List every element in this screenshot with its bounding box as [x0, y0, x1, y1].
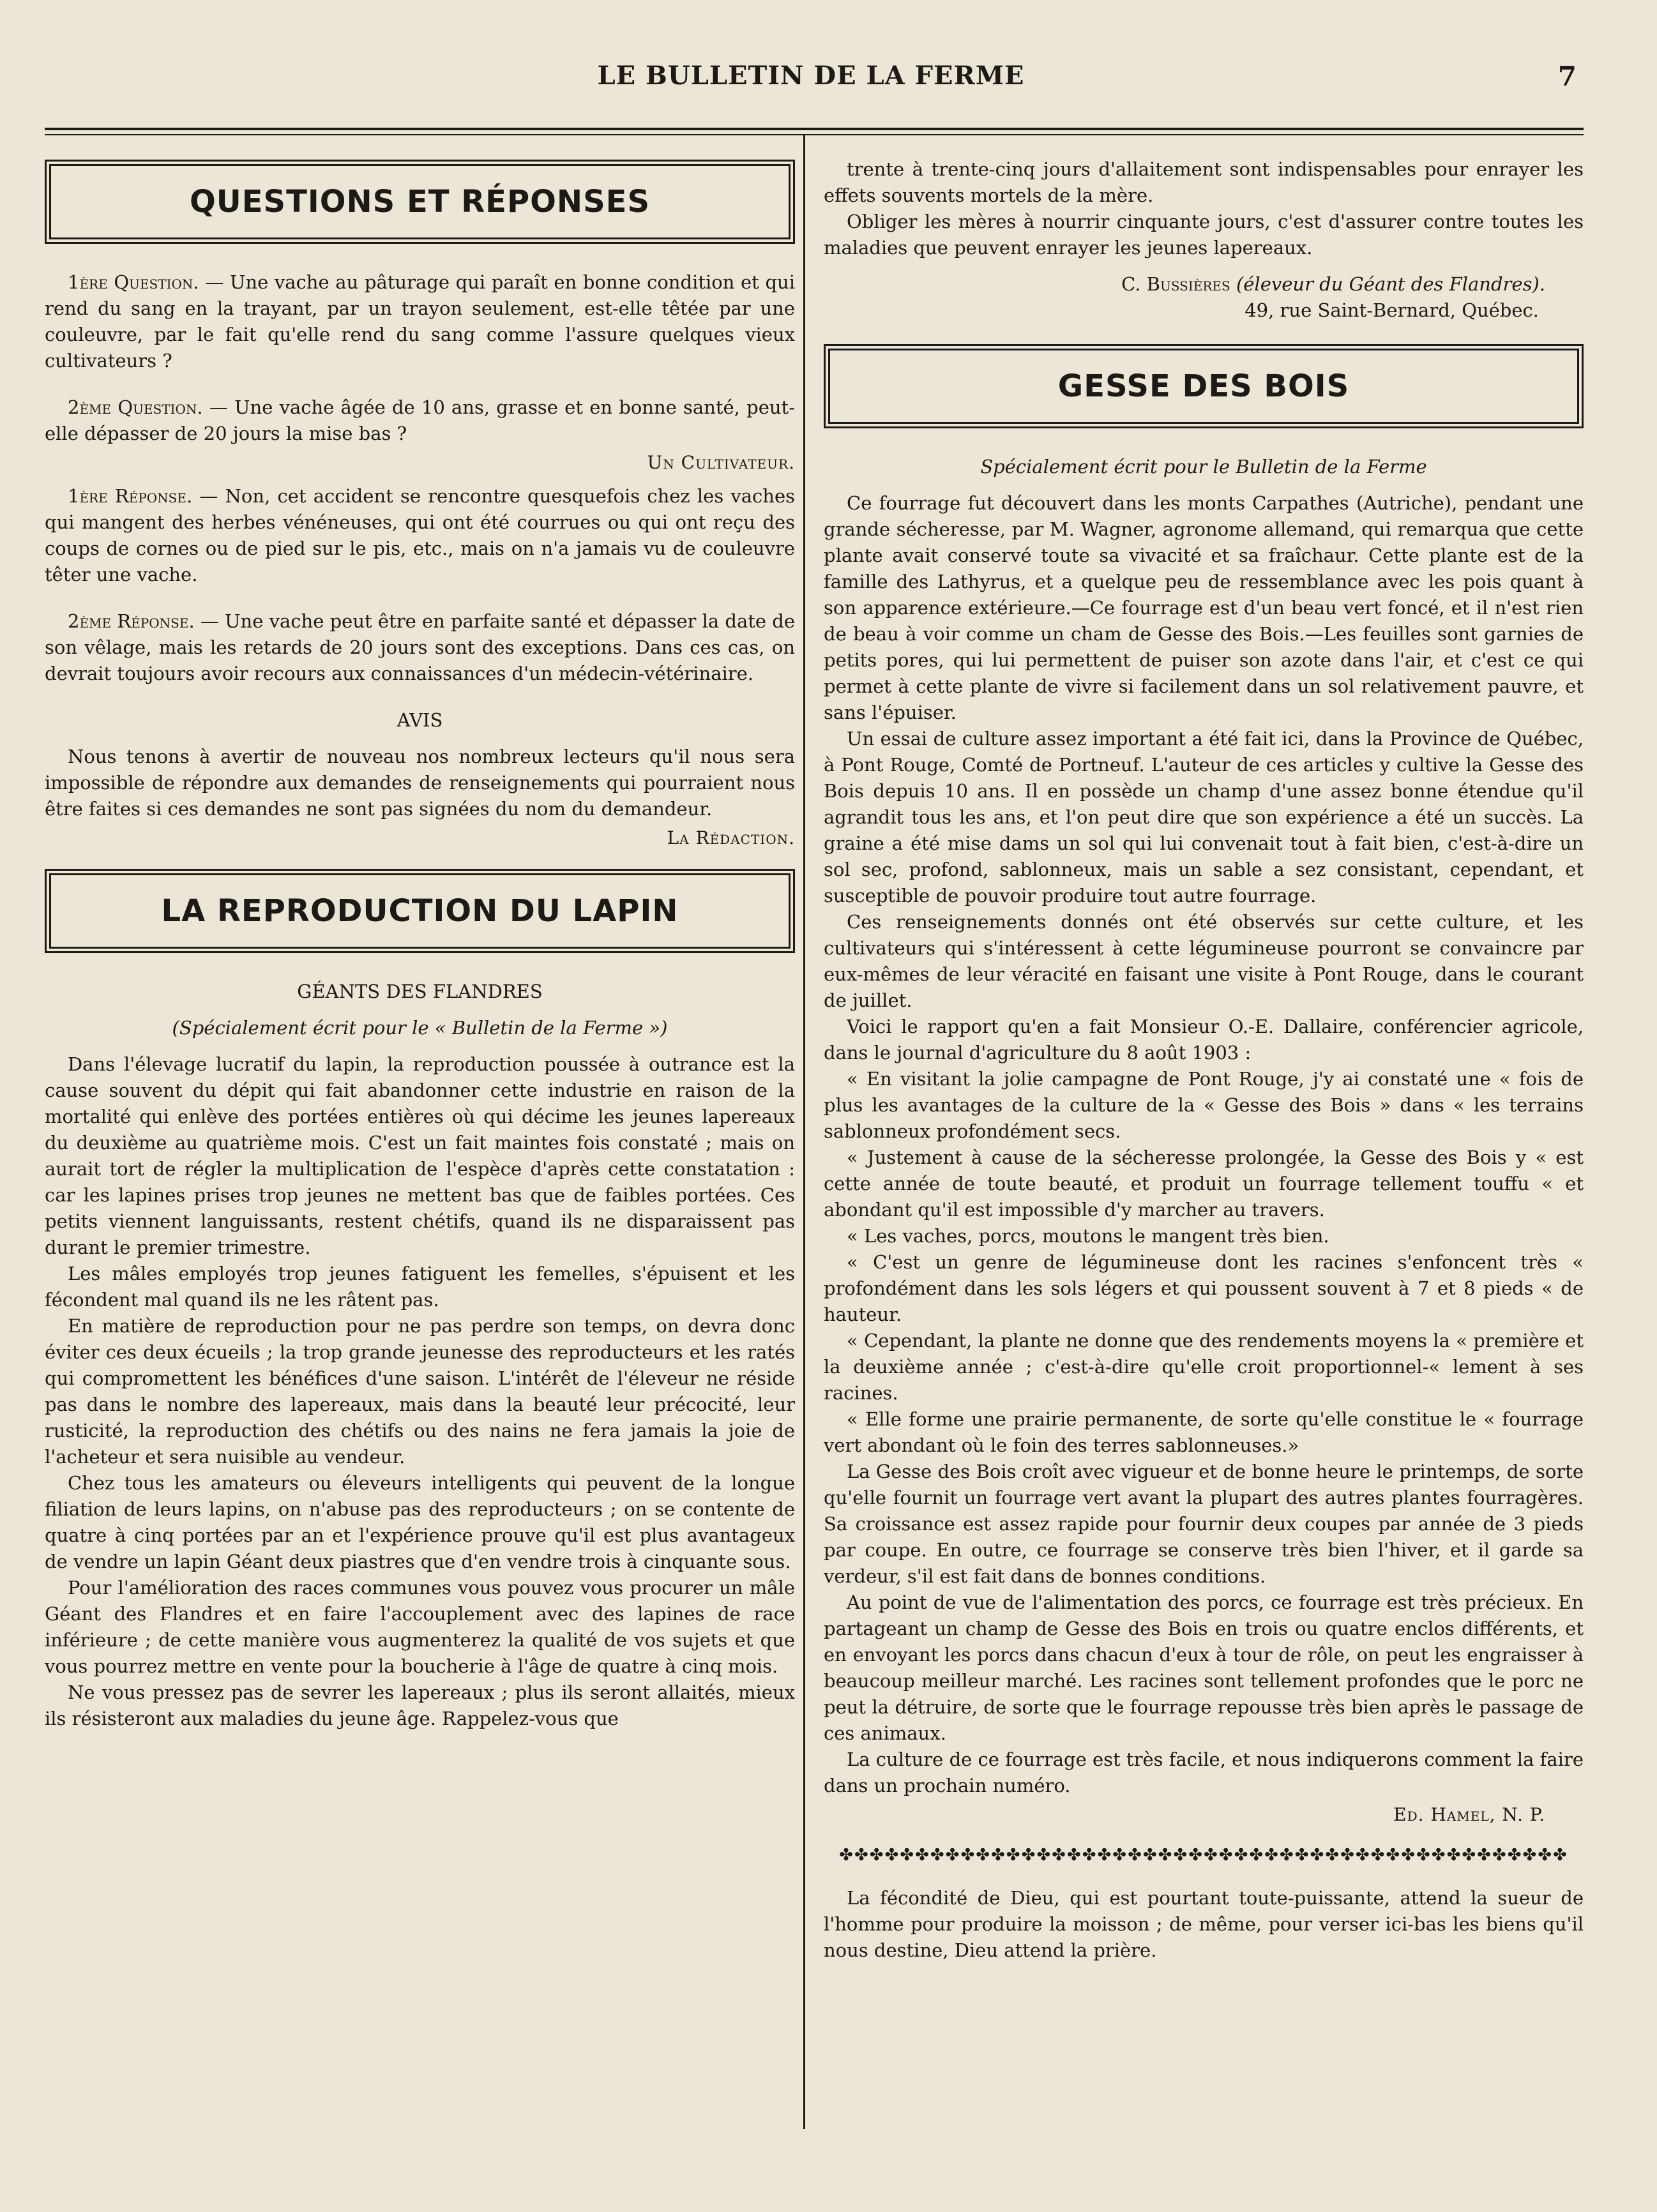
ornament-divider: ✤✤✤✤✤✤✤✤✤✤✤✤✤✤✤✤✤✤✤✤✤✤✤✤✤✤✤✤✤✤✤✤✤✤✤✤✤✤✤✤✤✤✤✤✤✤✤✤ [839, 1846, 1568, 1865]
gesse-paragraph: « Les vaches, porcs, moutons le mangent très bien. [847, 1225, 1329, 1247]
gesse-paragraph: « En visitant la jolie campagne de Pont Rouge, j'y ai constaté une « fois de plus les avantages de la culture de la « Gesse des Bois » dans « les terrains sablonneux profondément secs. [824, 1068, 1584, 1142]
questions-title-frame [45, 160, 795, 244]
gesse-paragraph: Au point de vue de l'alimentation des porcs, ce fourrage est très précieux. En partageant un champ de Gesse des Bois en trois ou quatre enclos différents, et en envoyant les porcs dans chacun d'eux à tour de rôle, on peut les engraisser à beaucoup meilleur marché. Les racines sont tellement profondes que le porc ne peut la détruire, de sorte que le fourrage repousse très bien après le passage de ces animaux. [824, 1591, 1584, 1744]
lapin-title: LA REPRODUCTION DU LAPIN [161, 893, 679, 929]
gesse-paragraph: « Elle forme une prairie permanente, de sorte qu'elle constitue le « fourrage vert abondant où le foin des terres sablonneuses.» [824, 1408, 1584, 1456]
gesse-paragraph: Voici le rapport qu'en a fait Monsieur O.-E. Dallaire, conférencier agricole, dans le journal d'agriculture du 8 août 1903 : [824, 1016, 1584, 1064]
page-number: 7 [1557, 61, 1577, 92]
lapin-continued-paragraph: Obliger les mères à nourrir cinquante jours, c'est d'assurer contre toutes les maladies que peuvent enrayer les jeunes lapereaux. [824, 211, 1584, 259]
lapin-signature-address: 49, rue Saint-Bernard, Québec. [1245, 299, 1539, 321]
gesse-paragraph: Un essai de culture assez important a été fait ici, dans la Province de Québec, à Pont Rouge, Comté de Portneuf. L'auteur de ces articles y cultive la Gesse des Bois depuis 10 ans. Il en possède un champ d'une assez bonne étendue qu'il agrandit tous les ans, et l'on peut dire que son expérience a été un succès. La graine a été mise dams un sol qui lui convenait tout à fait bien, c'est-à-dire un sol sec, profond, sablonneux, mais un sable a sez consistant, cependant, et susceptible de pouvoir produire tout autre fourrage. [824, 728, 1584, 907]
lapin-paragraph: Dans l'élevage lucratif du lapin, la reproduction poussée à outrance est la cause souvent du dépit qui fait abandonner cette industrie en raison de la mortalité qui enlève des portées entières où qui décime les jeunes lapereaux du deuxième au quatrième mois. C'est un fait maintes fois constaté ; mais on aurait tort de régler la multiplication de l'espèce d'après cette constatation : car les lapines prises trop jeunes ne mettent bas que de faibles portées. Ces petits viennent languissants, restent chétifs, quand ils ne disparaissent pas durant le premier trimestre. [45, 1053, 795, 1258]
gesse-paragraph: La Gesse des Bois croît avec vigueur et de bonne heure le printemps, de sorte qu'elle fournit un fourrage vert avant la plupart des autres plantes fourragères. Sa croissance est assez rapide pour fournir deux coupes par année de 3 pieds par coupe. En outre, ce fourrage se conserve très bien l'hiver, et il garde sa verdeur, s'il est fait dans de bonnes conditions. [824, 1461, 1584, 1587]
avis-title: AVIS [397, 709, 443, 731]
gesse-paragraph: La culture de ce fourrage est très facile, et nous indiquerons comment la faire dans un prochain numéro. [824, 1749, 1584, 1796]
gesse-title: GESSE DES BOIS [1057, 368, 1350, 404]
lapin-article-continued [824, 156, 1584, 261]
header-title: LE BULLETIN DE LA FERME [597, 61, 1025, 91]
header-rule-thin [45, 134, 1584, 135]
lapin-subtitle: GÉANTS DES FLANDRES [297, 981, 543, 1002]
lapin-paragraph: Ne vous pressez pas de sevrer les lapereaux ; plus ils seront allaités, mieux ils résisteront aux maladies du jeune âge. Rappelez-vous que [45, 1682, 795, 1729]
page-header [45, 61, 1577, 105]
avis-text: Nous tenons à avertir de nouveau nos nombreux lecteurs qu'il nous sera impossible de répondre aux demandes de renseignements qui pourraient nous être faites si ces demandes ne sont pas signées du nom du demandeur. [45, 746, 795, 820]
response-2: 2ème Réponse. — Une vache peut être en parfaite santé et dépasser la date de son vêlage, mais les retards de 20 jours sont des exceptions. Dans ces cas, on devrait toujours avoir recours aux connaissances d'un médecin-vétérinaire. [45, 610, 796, 684]
gesse-paragraph: « Justement à cause de la sécheresse prolongée, la Gesse des Bois y « est cette année de toute beauté, et produit un fourrage tellement touffu « et abondant qu'il est impossible d'y marcher au travers. [824, 1147, 1584, 1221]
lapin-continued-paragraph: trente à trente-cinq jours d'allaitement sont indispensables pour enrayer les effets souvents mortels de la mère. [824, 158, 1584, 206]
closing-paragraph: La fécondité de Dieu, qui est pourtant toute-puissante, attend la sueur de l'homme pour produire la moisson ; de même, pour verser ici-bas les biens qu'il nous destine, Dieu attend la prière. [824, 1887, 1584, 1961]
gesse-paragraph: « C'est un genre de légumineuse dont les racines s'enfoncent très « profondément dans les sols légers et qui poussent souvent à 7 et 8 pieds « de hauteur. [824, 1251, 1584, 1325]
question-1: 1ère Question. — Une vache au pâturage qui paraît en bonne condition et qui rend du sang en la trayant, par un trayon seulement, est-elle têtée par une couleuvre, par le fait qu'elle rend du sang comme l'assure quelques vieux cultivateurs ? [45, 271, 795, 372]
avis-signature: La Rédaction. [667, 827, 795, 848]
lapin-paragraph: Les mâles employés trop jeunes fatiguent les femelles, s'épuisent et les fécondent mal quand ils ne les râtent pas. [45, 1263, 795, 1311]
gesse-paragraph: Ces renseignements donnés ont été observés sur cette culture, et les cultivateurs qui s'intéressent à cette légumineuse pourront se convaincre par eux-mêmes de leur véracité en faisant une visite à Pont Rouge, dans le courant de juillet. [824, 911, 1584, 1011]
gesse-paragraph: Ce fourrage fut découvert dans les monts Carpathes (Autriche), pendant une grande sécheresse, par M. Wagner, agronome allemand, qui remarqua que cette plante avait conservé toute sa vivacité et sa fraîchaur. Cette plante est de la famille des Lathyrus, et a quelque peu de ressemblance avec les pois quant à son apparence extérieure.—Ce fourrage est d'un beau vert foncé, et il n'est rien de beau à voir comme un cham de Gesse des Bois.—Les feuilles sont garnies de petits pores, qui lui permettent de puiser son azote dans l'air, et c'est ce qui permet à cette plante de vivre si facilement dans un sol relativement pauvre, et sans l'épuiser. [824, 492, 1584, 723]
lapin-title-frame [45, 869, 795, 953]
question-2: 2ème Question. — Une vache âgée de 10 ans, grasse et en bonne santé, peut-elle dépasser de 20 jours la mise bas ? [45, 396, 795, 444]
gesse-article-body [824, 490, 1584, 1799]
gesse-paragraph: « Cependant, la plante ne donne que des rendements moyens la « première et la deuxième année ; c'est-à-dire qu'elle croit proportionnel-« lement à ses racines. [824, 1330, 1584, 1404]
lapin-article-body [45, 1051, 795, 1732]
gesse-byline: Spécialement écrit pour le Bulletin de la Ferme [980, 456, 1427, 478]
lapin-paragraph: Chez tous les amateurs ou éleveurs intelligents qui peuvent de la longue filiation de leurs lapins, on n'abuse pas des reproducteurs ; on se contente de quatre à cinq portées par an et l'expérience prouve qu'il est plus avantageux de vendre un lapin Géant deux piastres que d'en vendre trois à cinquante sous. [45, 1472, 795, 1572]
questions-title: QUESTIONS ET RÉPONSES [189, 184, 651, 220]
column-divider [803, 134, 805, 2129]
left-column [45, 160, 795, 1732]
response-1: 1ère Réponse. — Non, cet accident se rencontre quesquefois chez les vaches qui mangent des herbes vénéneuses, qui ont été courrues ou qui ont reçu des coups de cornes ou de pied sur le pis, etc., mais on n'a jamais vu de couleuvre têter une vache. [45, 485, 796, 585]
gesse-signature: Ed. Hamel, N. P. [1393, 1804, 1545, 1825]
questions-signature: Un Cultivateur. [647, 452, 795, 473]
header-rule [45, 128, 1584, 130]
lapin-paragraph: Pour l'amélioration des races communes vous pouvez vous procurer un mâle Géant des Flandres et en faire l'accouplement avec des lapines de race inférieure ; de cette manière vous augmenterez la qualité de vos sujets et que vous pourrez mettre en vente pour la boucherie à l'âge de quatre à cinq mois. [45, 1577, 795, 1677]
lapin-byline: (Spécialement écrit pour le « Bulletin de la Ferme ») [172, 1017, 668, 1039]
right-column [824, 156, 1584, 1964]
lapin-paragraph: En matière de reproduction pour ne pas perdre son temps, on devra donc éviter ces deux écueils ; la trop grande jeunesse des reproducteurs et les ratés qui compromettent les bénéfices d'une saison. L'intérêt de l'éleveur ne réside pas dans le nombre des lapereaux, mais dans la beauté leur précocité, leur rusticité, la reproduction des chétifs ou des nains ne fera jamais la joie de l'acheteur et sera nuisible au vendeur. [45, 1315, 795, 1468]
lapin-signature: C. Bussières (éleveur du Géant des Flandres). [1121, 273, 1545, 295]
gesse-title-frame [824, 344, 1584, 428]
